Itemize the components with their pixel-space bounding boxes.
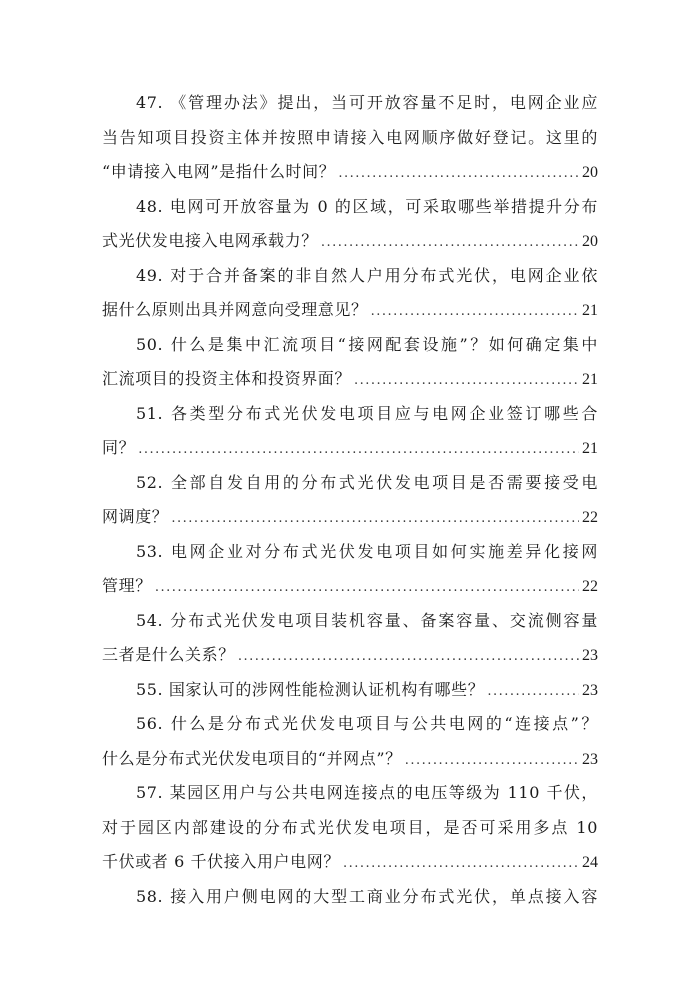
toc-entry-52[interactable] [102, 466, 598, 535]
page-number: 20 [582, 233, 598, 250]
toc-entry-last-line [102, 742, 598, 777]
page-number: 23 [582, 647, 598, 664]
dot-leader [487, 675, 579, 708]
toc-entry-last-line [102, 293, 598, 328]
toc-entry-last-line [102, 362, 598, 397]
toc-entry-text-line: 55. 国家认可的涉网性能检测认证机构有哪些？ [136, 679, 485, 699]
toc-entry-53[interactable] [102, 535, 598, 604]
dot-leader [343, 847, 579, 880]
toc-entry-text-line: 47. 《管理办法》提出，当可开放容量不足时，电网企业应 [136, 93, 598, 112]
toc-entry-last-line [102, 673, 598, 708]
toc-entry-text-line: 据什么原则出具并网意向受理意见？ [102, 300, 368, 319]
toc-entry-last-line [102, 431, 598, 466]
dot-leader [138, 433, 579, 466]
dot-leader [338, 157, 579, 190]
toc-entry-last-line [102, 638, 598, 673]
toc-entry-last-line [102, 845, 598, 880]
toc-entry-text-line: 58. 接入用户侧电网的大型工商业分布式光伏，单点接入容 [136, 886, 598, 906]
toc-entry-48[interactable] [102, 190, 598, 259]
table-of-contents [102, 86, 598, 914]
page-number: 21 [582, 440, 598, 457]
toc-entry-text-line: 51. 各类型分布式光伏发电项目应与电网企业签订哪些合 [136, 403, 598, 423]
toc-entry-text-line: 48. 电网可开放容量为 0 的区域，可采取哪些举措提升分布 [136, 196, 598, 216]
toc-entry-58[interactable] [102, 880, 598, 915]
toc-entry-text-line: 49. 对于合并备案的非自然人户用分布式光伏，电网企业依 [136, 265, 598, 285]
toc-entry-text-line: “申请接入电网”是指什么时间？ [102, 162, 336, 181]
dot-leader [354, 364, 579, 397]
toc-entry-text-line: 54. 分布式光伏发电项目装机容量、备案容量、交流侧容量 [136, 610, 598, 630]
dot-leader [238, 640, 579, 673]
toc-entry-57[interactable] [102, 776, 598, 880]
page-number: 21 [582, 371, 598, 388]
toc-entry-text-line: 53. 电网企业对分布式光伏发电项目如何实施差异化接网 [136, 541, 598, 561]
toc-entry-last-line [102, 224, 598, 259]
toc-entry-text-line: 当告知项目投资主体并按照申请接入电网顺序做好登记。这里的 [102, 127, 598, 147]
toc-entry-text-line: 式光伏发电接入电网承载力？ [102, 231, 318, 250]
page-number: 22 [582, 578, 598, 595]
page-number: 24 [582, 854, 598, 871]
toc-entry-56[interactable] [102, 707, 598, 776]
toc-entry-text-line: 汇流项目的投资主体和投资界面？ [102, 369, 352, 388]
toc-entry-47[interactable] [102, 86, 598, 190]
dot-leader [405, 744, 579, 777]
dot-leader [371, 295, 579, 328]
toc-entry-last-line [102, 569, 598, 604]
toc-entry-55[interactable] [102, 673, 598, 708]
toc-entry-text-line: 什么是分布式光伏发电项目的“并网点”？ [102, 748, 402, 768]
toc-entry-50[interactable] [102, 328, 598, 397]
dot-leader [321, 226, 579, 259]
toc-entry-text-line: 同？ [102, 438, 136, 457]
page-number: 21 [582, 302, 598, 319]
toc-entry-text-line: 对于园区内部建设的分布式光伏发电项目，是否可采用多点 10 [102, 817, 598, 837]
toc-entry-text-line: 网调度？ [102, 507, 169, 526]
dot-leader [155, 571, 579, 604]
page-number: 23 [582, 750, 598, 768]
toc-entry-last-line [102, 155, 598, 190]
toc-entry-last-line [102, 500, 598, 535]
toc-entry-text-line: 56. 什么是分布式光伏发电项目与公共电网的“连接点”？ [136, 714, 598, 733]
toc-entry-54[interactable] [102, 604, 598, 673]
toc-entry-text-line: 50. 什么是集中汇流项目“接网配套设施”？如何确定集中 [136, 334, 598, 354]
toc-entry-49[interactable] [102, 259, 598, 328]
toc-entry-text-line: 三者是什么关系？ [102, 645, 235, 664]
toc-entry-51[interactable] [102, 397, 598, 466]
page-number: 20 [582, 164, 598, 181]
toc-entry-text-line: 52. 全部自发自用的分布式光伏发电项目是否需要接受电 [136, 472, 598, 492]
toc-entry-text-line: 57. 某园区用户与公共电网连接点的电压等级为 110 千伏， [136, 783, 598, 802]
page-number: 23 [582, 681, 598, 699]
toc-entry-text-line: 管理？ [102, 576, 152, 595]
dot-leader [171, 502, 579, 535]
page-number: 22 [582, 509, 598, 526]
toc-entry-text-line: 千伏或者 6 千伏接入用户电网？ [102, 852, 340, 871]
